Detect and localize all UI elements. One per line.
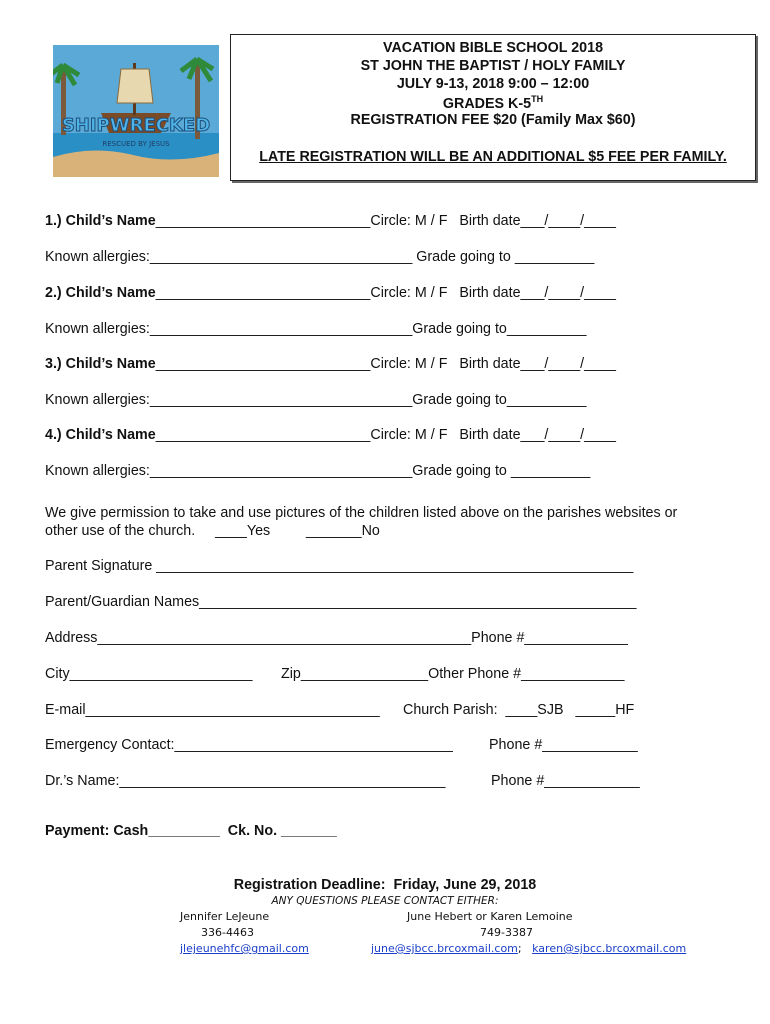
vbs-logo: [53, 45, 219, 177]
contact-left-name: Jennifer LeJeune: [180, 910, 270, 923]
child-4-allergies-row[interactable]: Known allergies:_________________________________Grade going to __________: [45, 463, 591, 479]
child-3-name-row: 3.) Child’s Name___________________________Circle: M / F Birth date___/____/____: [45, 356, 616, 372]
child-1-name-field[interactable]: ___________________________: [155, 213, 371, 229]
logo-title: SHIPWRECKED: [61, 115, 211, 136]
child-3-allergies-row[interactable]: Known allergies:_________________________________Grade going to__________: [45, 392, 587, 408]
church-parish-field[interactable]: Church Parish: ____SJB _____HF: [403, 702, 635, 718]
child-4-name-field[interactable]: ___________________________: [155, 427, 371, 443]
payment-field[interactable]: Payment: Cash_________ Ck. No. _______: [45, 823, 337, 839]
contact-june-email-link[interactable]: june@sjbcc.brcoxmail.com: [371, 942, 518, 955]
parent-names-field[interactable]: Parent/Guardian Names_______________________________________________________: [45, 594, 637, 610]
photo-permission-text: We give permission to take and use pictures of the children listed above on the parishes websites or: [45, 505, 678, 521]
doctor-phone-field[interactable]: Phone #____________: [491, 773, 640, 789]
photo-permission-options[interactable]: other use of the church. ____Yes _______No: [45, 523, 380, 539]
contact-right-phone: 749-3387: [480, 926, 533, 939]
child-1-circle-birth[interactable]: Circle: M / F Birth date___/____/____: [370, 213, 616, 229]
late-registration-notice: LATE REGISTRATION WILL BE AN ADDITIONAL $5 FEE PER FAMILY.: [259, 149, 727, 165]
child-4-circle-birth[interactable]: Circle: M / F Birth date___/____/____: [370, 427, 616, 443]
child-2-name-row: 2.) Child’s Name___________________________Circle: M / F Birth date___/____/____: [45, 285, 616, 301]
child-4-name-row: 4.) Child’s Name___________________________Circle: M / F Birth date___/____/____: [45, 427, 616, 443]
logo-subtitle: RESCUED BY JESUS: [102, 140, 170, 148]
emergency-contact-field[interactable]: Emergency Contact:___________________________________: [45, 737, 453, 753]
parent-signature-field[interactable]: Parent Signature ____________________________________________________________: [45, 558, 634, 574]
header-fee: REGISTRATION FEE $20 (Family Max $60): [350, 112, 636, 128]
child-3-circle-birth[interactable]: Circle: M / F Birth date___/____/____: [370, 356, 616, 372]
address-phone-field[interactable]: Address_______________________________________________Phone #_____________: [45, 630, 628, 646]
child-1-name-row: 1.) Child’s Name___________________________Circle: M / F Birth date___/____/____: [45, 213, 616, 229]
header-parishes: ST JOHN THE BAPTIST / HOLY FAMILY: [360, 58, 626, 74]
zip-other-phone-field[interactable]: Zip________________Other Phone #_____________: [281, 666, 625, 682]
email-field[interactable]: E-mail_____________________________________: [45, 702, 380, 718]
child-3-name-field[interactable]: ___________________________: [155, 356, 371, 372]
contact-left-phone: 336-4463: [201, 926, 254, 939]
contact-left-email-link[interactable]: jlejeunehfc@gmail.com: [180, 942, 309, 955]
city-field[interactable]: City_______________________: [45, 666, 253, 682]
child-2-name-field[interactable]: ___________________________: [155, 285, 371, 301]
child-2-circle-birth[interactable]: Circle: M / F Birth date___/____/____: [370, 285, 616, 301]
header-dates: JULY 9-13, 2018 9:00 – 12:00: [396, 76, 590, 92]
contact-intro: ANY QUESTIONS PLEASE CONTACT EITHER:: [271, 895, 499, 907]
emergency-phone-field[interactable]: Phone #____________: [489, 737, 638, 753]
child-1-allergies-row[interactable]: Known allergies:_________________________________ Grade going to __________: [45, 249, 595, 265]
registration-deadline: Registration Deadline: Friday, June 29, 2018: [233, 877, 537, 893]
child-2-allergies-row[interactable]: Known allergies:_________________________________Grade going to__________: [45, 321, 587, 337]
contact-right-emails: june@sjbcc.brcoxmail.com; karen@sjbcc.brcoxmail.com: [371, 942, 687, 955]
contact-right-names: June Hebert or Karen Lemoine: [407, 910, 573, 923]
header-title: VACATION BIBLE SCHOOL 2018: [382, 40, 604, 56]
doctor-name-field[interactable]: Dr.’s Name:_________________________________________: [45, 773, 446, 789]
header-grades: GRADES K-5TH: [442, 94, 544, 112]
contact-karen-email-link[interactable]: karen@sjbcc.brcoxmail.com: [532, 942, 687, 955]
header-box: [230, 34, 756, 181]
